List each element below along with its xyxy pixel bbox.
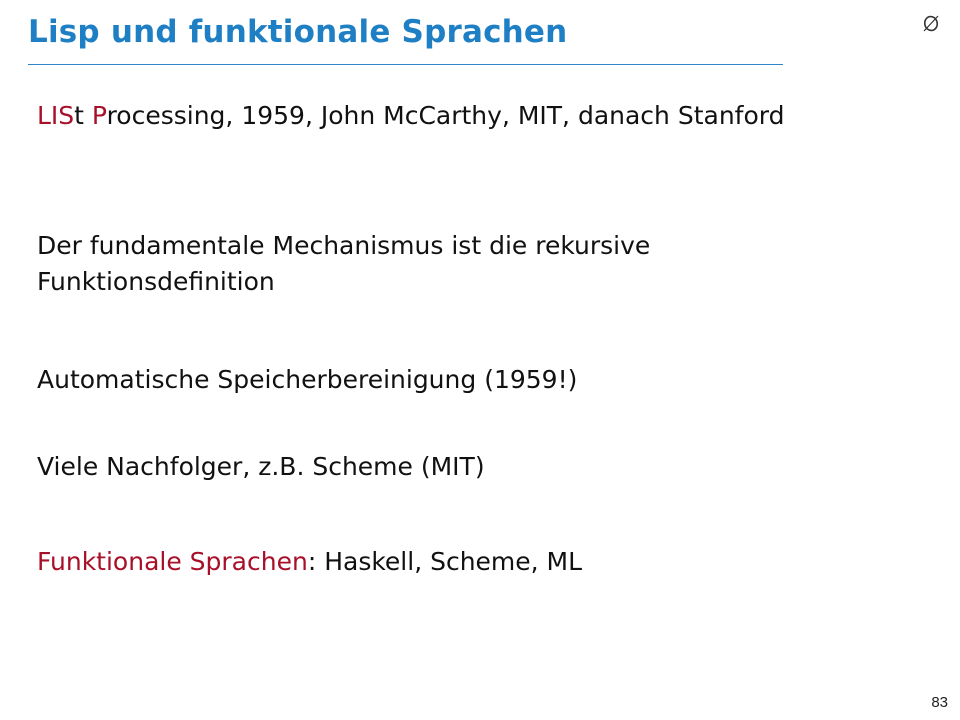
- title-underline: [28, 64, 783, 65]
- bullet-lisp-origin: [37, 98, 837, 134]
- body-text: Viele Nachfolger, z.B. Scheme (MIT): [37, 452, 485, 481]
- bullet-recursive-functions: [37, 228, 837, 300]
- bullet-garbage-collection: [37, 362, 577, 398]
- body-text: rocessing, 1959, John McCarthy, MIT, danach Stanford: [106, 101, 785, 130]
- slide-title: Lisp und funktionale Sprachen: [28, 14, 568, 50]
- eiffel-logo-icon: [920, 12, 942, 34]
- bullet-successors: [37, 449, 485, 485]
- body-text: : Haskell, Scheme, ML: [307, 547, 583, 576]
- body-text: t: [74, 101, 92, 130]
- page-number: 83: [931, 694, 948, 711]
- bullet-functional-languages: [37, 544, 582, 580]
- body-text: Automatische Speicherbereinigung (1959!): [37, 365, 578, 394]
- accent-text: Funktionale Sprachen: [37, 547, 308, 576]
- accent-text: P: [91, 101, 107, 130]
- body-text: Der fundamentale Mechanismus ist die rekursive Funktionsdefinition: [37, 231, 651, 296]
- accent-text: LIS: [37, 101, 75, 130]
